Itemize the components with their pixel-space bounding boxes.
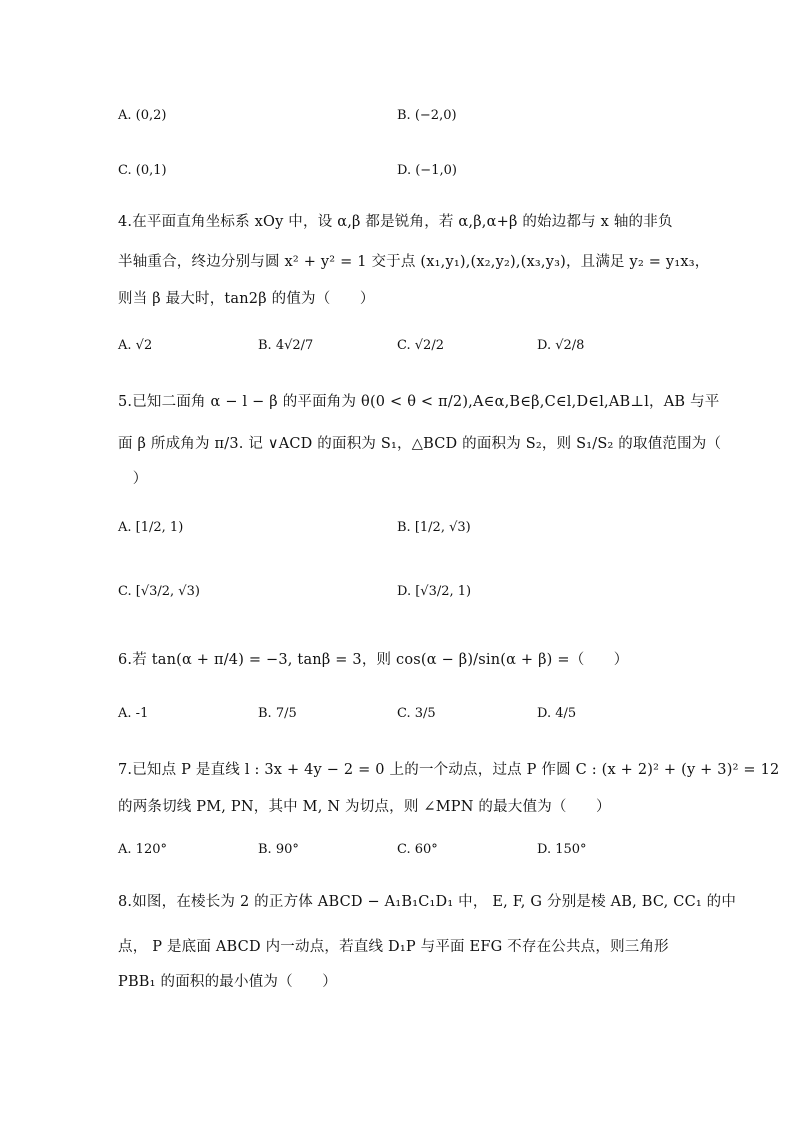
option-label: C. [397,338,411,353]
q6-option-c [397,706,436,721]
q4-option-d [537,338,584,353]
q5-option-b [397,520,471,535]
option-label: C. [397,706,411,721]
prev-option-a [118,108,167,123]
q5-option-a [118,520,183,535]
option-label: C. [118,163,132,178]
option-text: (−1,0) [415,163,457,178]
option-label: D. [537,706,552,721]
option-label: C. [397,842,411,857]
option-label: A. [118,842,132,857]
option-text: 60° [414,842,438,857]
q7-option-d [537,842,587,857]
option-text: [√3/2, 1) [415,584,472,599]
option-text: 90° [275,842,299,857]
q5-option-c [118,584,200,599]
option-text: [1/2, √3) [414,520,471,535]
option-text: √2/2 [414,338,444,353]
option-text: (0,2) [135,108,167,123]
prev-option-b [397,108,457,123]
q7-line-2: 的两条切线 PM, PN，其中 M, N 为切点，则 ∠MPN 的最大值为（ ） [118,799,611,815]
option-text: 7/5 [275,706,297,721]
option-text: √2/8 [555,338,585,353]
option-label: B. [397,520,411,535]
option-text: [1/2, 1) [135,520,184,535]
q7-line-1: 7.已知点 P 是直线 l : 3x + 4y − 2 = 0 上的一个动点，过点 P 作圆 C : (x + 2)² + (y + 3)² = 12 [118,762,780,778]
option-label: D. [537,338,552,353]
q4-line-3: 则当 β 最大时，tan2β 的值为（ ） [118,291,375,307]
option-text: [√3/2, √3) [135,584,200,599]
option-text: -1 [135,706,149,721]
q5-option-d [397,584,471,599]
option-label: D. [397,584,412,599]
q6-option-d [537,706,576,721]
q8-line-1: 8.如图，在棱长为 2 的正方体 ABCD − A₁B₁C₁D₁ 中， E, F, G 分别是棱 AB, BC, CC₁ 的中 [118,894,737,910]
q6-line-1: 6.若 tan(α + π/4) = −3, tanβ = 3，则 cos(α − β)/sin(α + β) =（ ） [118,652,629,668]
q8-line-3: PBB₁ 的面积的最小值为（ ） [118,974,337,990]
option-label: D. [537,842,552,857]
prev-option-d [397,163,457,178]
option-text: (−2,0) [414,108,457,123]
option-label: B. [397,108,411,123]
q5-line-1: 5.已知二面角 α − l − β 的平面角为 θ(0 < θ < π/2),A∈α,B∈β,C∈l,D∈l,AB⊥l，AB 与平 [118,394,720,410]
option-text: √2 [135,338,153,353]
q7-option-c [397,842,438,857]
option-label: B. [258,842,272,857]
option-text: 120° [135,842,167,857]
prev-option-c [118,163,167,178]
q8-line-2: 点， P 是底面 ABCD 内一动点，若直线 D₁P 与平面 EFG 不存在公共点，则三角形 [118,939,669,955]
option-label: C. [118,584,132,599]
option-label: A. [118,706,132,721]
q4-option-c [397,338,444,353]
q6-option-b [258,706,297,721]
option-label: B. [258,338,272,353]
option-text: 4/5 [555,706,577,721]
q4-option-a [118,338,152,353]
q5-line-3: ） [118,471,148,487]
q5-line-2: 面 β 所成角为 π/3. 记 ∨ACD 的面积为 S₁，△BCD 的面积为 S₂，则 S₁/S₂ 的取值范围为（ [118,436,722,452]
q4-line-2: 半轴重合，终边分别与圆 x² + y² = 1 交于点 (x₁,y₁),(x₂,y₂),(x₃,y₃)，且满足 y₂ = y₁x₃， [118,254,710,270]
q6-option-a [118,706,148,721]
option-label: A. [118,108,132,123]
q4-option-b [258,338,313,353]
option-label: A. [118,338,132,353]
option-label: D. [397,163,412,178]
option-text: 150° [555,842,587,857]
option-label: A. [118,520,132,535]
option-label: B. [258,706,272,721]
q4-line-1: 4.在平面直角坐标系 xOy 中，设 α,β 都是锐角，若 α,β,α+β 的始边都与 x 轴的非负 [118,214,673,230]
option-text: 4√2/7 [275,338,314,353]
q7-option-a [118,842,167,857]
q7-option-b [258,842,299,857]
option-text: (0,1) [135,163,167,178]
option-text: 3/5 [414,706,436,721]
